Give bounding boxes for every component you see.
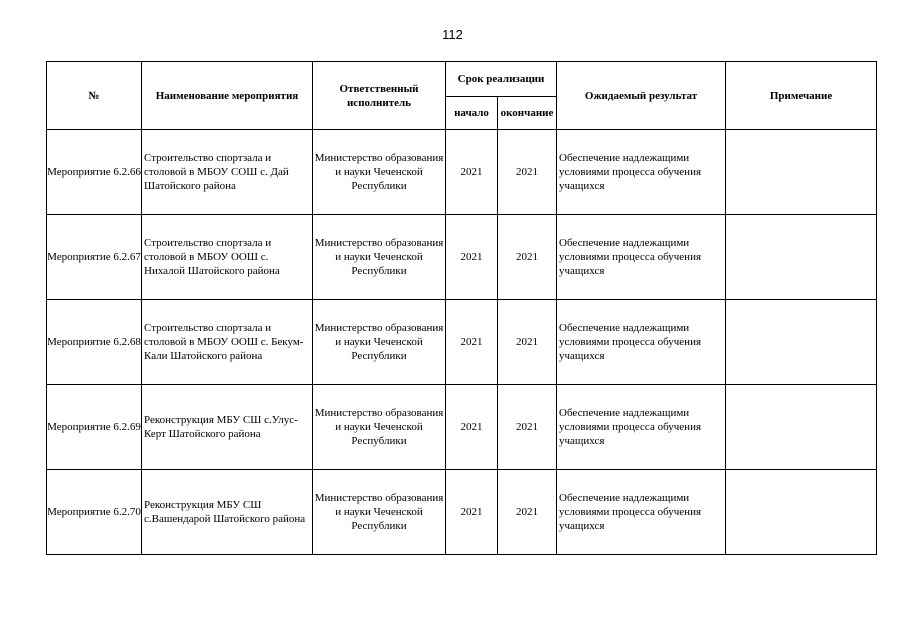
cell-num: Мероприятие 6.2.68: [47, 300, 142, 385]
cell-end: 2021: [498, 215, 557, 300]
cell-name: Реконструкция МБУ СШ с.Вашендарой Шатойского района: [142, 470, 313, 555]
header-name: Наименование мероприятия: [142, 62, 313, 130]
header-start: начало: [446, 97, 498, 130]
cell-result: Обеспечение надлежащими условиями процесса обучения учащихся: [557, 215, 726, 300]
header-note: Примечание: [726, 62, 877, 130]
table-row: [47, 300, 877, 385]
cell-start: 2021: [446, 130, 498, 215]
cell-note: [726, 130, 877, 215]
cell-executor: Министерство образования и науки Чеченской Республики: [313, 385, 446, 470]
cell-executor: Министерство образования и науки Чеченской Республики: [313, 470, 446, 555]
header-executor: Ответственный исполнитель: [313, 62, 446, 130]
cell-result: Обеспечение надлежащими условиями процесса обучения учащихся: [557, 130, 726, 215]
cell-num: Мероприятие 6.2.70: [47, 470, 142, 555]
cell-executor: Министерство образования и науки Чеченской Республики: [313, 130, 446, 215]
cell-result: Обеспечение надлежащими условиями процесса обучения учащихся: [557, 300, 726, 385]
cell-note: [726, 215, 877, 300]
page-number: 112: [442, 27, 463, 42]
header-result: Ожидаемый результат: [557, 62, 726, 130]
cell-start: 2021: [446, 470, 498, 555]
cell-name: Строительство спортзала и столовой в МБОУ ООШ с. Бекум-Кали Шатойского района: [142, 300, 313, 385]
cell-note: [726, 300, 877, 385]
cell-end: 2021: [498, 300, 557, 385]
cell-end: 2021: [498, 385, 557, 470]
cell-executor: Министерство образования и науки Чеченской Республики: [313, 215, 446, 300]
cell-name: Строительство спортзала и столовой в МБОУ СОШ с. Дай Шатойского района: [142, 130, 313, 215]
header-num: №: [47, 62, 142, 130]
cell-name: Строительство спортзала и столовой в МБОУ ООШ с. Нихалой Шатойского района: [142, 215, 313, 300]
header-end: окончание: [498, 97, 557, 130]
table-row: [47, 130, 877, 215]
cell-start: 2021: [446, 300, 498, 385]
header-period: Срок реализации: [446, 62, 557, 97]
table-row: [47, 215, 877, 300]
cell-start: 2021: [446, 385, 498, 470]
cell-name: Реконструкция МБУ СШ с.Улус-Керт Шатойского района: [142, 385, 313, 470]
cell-note: [726, 385, 877, 470]
cell-result: Обеспечение надлежащими условиями процесса обучения учащихся: [557, 470, 726, 555]
cell-note: [726, 470, 877, 555]
cell-num: Мероприятие 6.2.67: [47, 215, 142, 300]
cell-executor: Министерство образования и науки Чеченской Республики: [313, 300, 446, 385]
table-row: [47, 470, 877, 555]
table-row: [47, 385, 877, 470]
cell-num: Мероприятие 6.2.66: [47, 130, 142, 215]
cell-num: Мероприятие 6.2.69: [47, 385, 142, 470]
cell-start: 2021: [446, 215, 498, 300]
measures-table: [46, 61, 877, 555]
cell-end: 2021: [498, 470, 557, 555]
cell-result: Обеспечение надлежащими условиями процесса обучения учащихся: [557, 385, 726, 470]
cell-end: 2021: [498, 130, 557, 215]
